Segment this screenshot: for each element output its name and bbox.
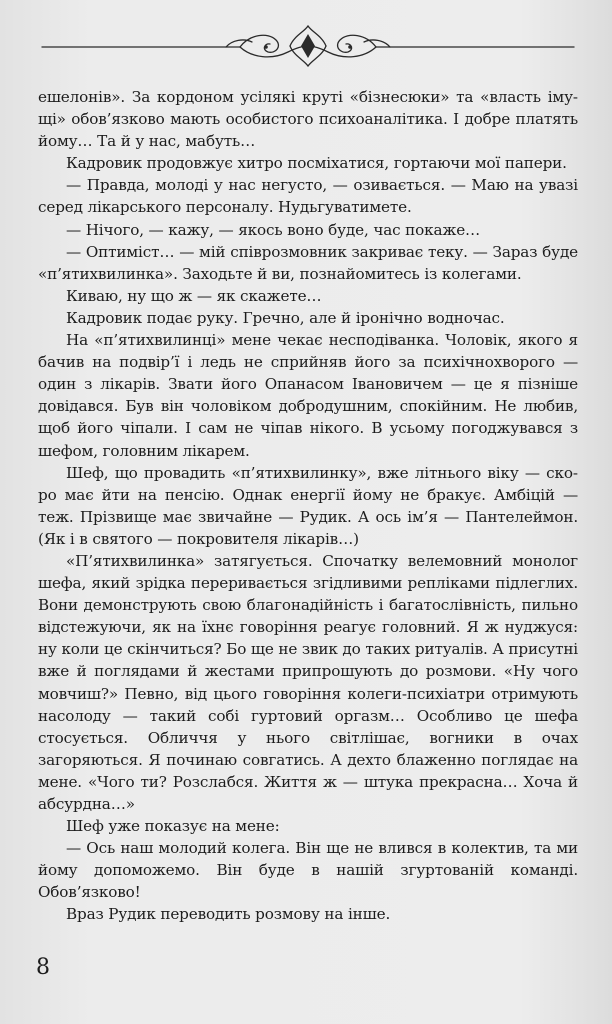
page-number: 8 [36,955,50,980]
paragraph: «П’ятихвилинка» затягується. Спочатку велемовний монолог шефа, який зрідка переривається згідливими репліками підлеглих. Вони демонструють свою благонадійність і багатослівність, пильно відстежуючи, як на їхнє говоріння реагує головний. Я ж нуджуся: ну коли це скінчиться? Бо ще не звик до таких ритуалів. А присутні вже й поглядами й жестами припрошують до розмови. «Ну чого мовчиш?» Певно, від цього говоріння колеги-психіатри отримують насолоду — такий собі гуртовий оргазм… Особливо це шефа стосується. Обличчя у нього світлішає, вогники в очах загоряються. Я починаю совгатись. А дехто блаженно поглядає на мене. «Чого ти? Розслабся. Життя ж — штука прекрасна… Хоча й абсурдна…» [38,551,578,813]
paragraph: Шеф, що провадить «п’ятихвилинку», вже літнього віку — скоро має йти на пенсію. Однак енергії йому не бракує. Амбіцій — теж. Прізвище має звичайне — Рудик. А ось ім’я — Пантелеймон. (Як і в святого — покровителя лікарів…) [38,463,578,548]
paragraph: — Оптиміст… — мій співрозмовник закриває теку. — Зараз буде «п’ятихвилинка». Заходьте й ви, познайомитесь із колегами. [38,242,578,283]
paragraph: Кадровик продовжує хитро посміхатися, гортаючи мої папери. [66,154,567,173]
paragraph: Кадровик подає руку. Гречно, але й іронічно водночас. [66,308,505,327]
paragraph: ешелонів». За кордоном усілякі круті «бізнесюки» та «власть імущі» обов’язково мають особистого психоаналітика. І добре платять йому… Та й у нас, мабуть… [38,88,578,151]
paragraph: Шеф уже показує на мене: [66,817,280,836]
paragraph: Враз Рудик переводить розмову на інше. [66,905,391,924]
paragraph: — Правда, молоді у нас негусто, — озивається. — Маю на увазі серед лікарського персоналу. Нудьгуватимете. [38,176,578,217]
decorative-ornament-divider [40,22,576,68]
paragraph: — Ось наш молодий колега. Він ще не влився в колектив, та ми йому допоможемо. Він буде в нашій згуртованій команді. Обов’язково! [38,839,578,902]
body-text [38,86,578,926]
paragraph: — Нічого, — кажу, — якось воно буде, час покаже… [66,220,481,239]
paragraph: Киваю, ну що ж — як скажете… [66,286,322,305]
paragraph: На «п’ятихвилинці» мене чекає несподіванка. Чоловік, якого я бачив на подвір’ї і ледь не сприйняв його за психічнохворого — один з лікарів. Звати його Опанасом Івановичем — це я пізніше довідався. Був він чоловіком добродушним, спокійним. Не любив, щоб його чіпали. І сам не чіпав нікого. В усьому погоджувався з шефом, головним лікарем. [38,331,578,460]
